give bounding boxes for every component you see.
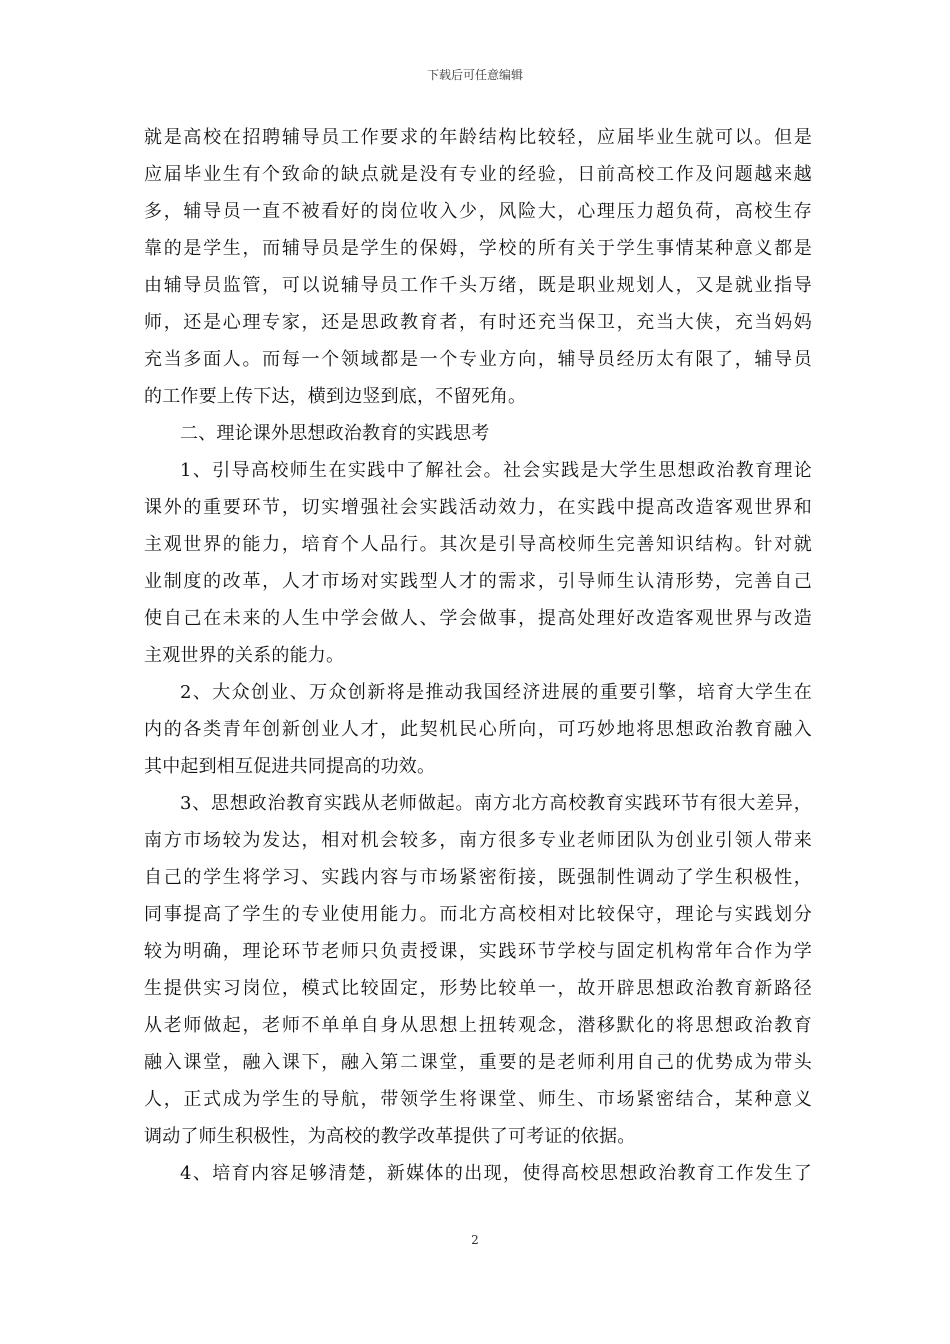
text-line: 其中起到相互促进共同提高的功效。	[144, 756, 436, 777]
section-heading	[144, 420, 812, 457]
text-line: 自己的学生将学习、实践内容与市场紧密衔接，既强制性调动了学生积极性，	[144, 867, 812, 888]
text-line: 生提供实习岗位，模式比较固定，形势比较单一，故开辟思想政治教育新路径	[144, 978, 812, 999]
page-number: 2	[471, 1233, 479, 1247]
text-line: 由辅导员监管，可以说辅导员工作千头万绪，既是职业规划人，又是就业指导	[144, 275, 812, 296]
text-line: 同事提高了学生的专业使用能力。而北方高校相对比较保守，理论与实践划分	[144, 904, 812, 925]
text-line: 师，还是心理专家，还是思政教育者，有时还充当保卫，充当大侠，充当妈妈	[144, 312, 812, 333]
text-line: 内的各类青年创新创业人才，此契机民心所向，可巧妙地将思想政治教育融入	[144, 719, 812, 740]
paragraph	[144, 679, 812, 790]
text-line: 较为明确，理论环节老师只负责授课，实践环节学校与固定机构常年合作为学	[144, 941, 812, 962]
text-line: 1、引导高校师生在实践中了解社会。社会实践是大学生思想政治教育理论	[180, 460, 812, 481]
text-line: 从老师做起，老师不单单自身从思想上扭转观念，潜移默化的将思想政治教育	[144, 1015, 812, 1036]
text-line: 主观世界的能力，培育个人品行。其次是引导高校师生完善知识结构。针对就	[144, 534, 812, 555]
page-header: 下载后可任意编辑	[426, 68, 523, 82]
text-line: 2、大众创业、万众创新将是推动我国经济进展的重要引擎，培育大学生在	[180, 682, 812, 703]
text-line: 课外的重要环节，切实增强社会实践活动效力，在实践中提高改造客观世界和	[144, 497, 812, 518]
paragraph	[144, 457, 812, 679]
text-line: 调动了师生积极性，为高校的教学改革提供了可考证的依据。	[144, 1126, 636, 1147]
text-line: 使自己在未来的人生中学会做人、学会做事，提高处理好改造客观世界与改造	[144, 608, 812, 629]
text-line: 就是高校在招聘辅导员工作要求的年龄结构比较轻，应届毕业生就可以。但是	[144, 127, 812, 148]
text-line: 业制度的改革，人才市场对实践型人才的需求，引导师生认清形势，完善自己	[144, 571, 812, 592]
text-line: 人，正式成为学生的导航，带领学生将课堂、师生、市场紧密结合，某种意义	[144, 1089, 812, 1110]
text-line: 二、理论课外思想政治教育的实践思考	[180, 423, 490, 444]
text-line: 3、思想政治教育实践从老师做起。南方北方高校教育实践环节有很大差异，	[180, 793, 812, 814]
text-line: 融入课堂，融入课下，融入第二课堂，重要的是老师利用自己的优势成为带头	[144, 1052, 812, 1073]
text-line: 4、培育内容足够清楚，新媒体的出现，使得高校思想政治教育工作发生了	[180, 1163, 812, 1184]
paragraph	[144, 124, 812, 420]
document-body	[144, 124, 812, 1197]
paragraph	[144, 790, 812, 1160]
text-line: 充当多面人。而每一个领域都是一个专业方向，辅导员经历太有限了，辅导员	[144, 349, 812, 370]
text-line: 多，辅导员一直不被看好的岗位收入少，风险大，心理压力超负荷，高校生存	[144, 201, 812, 222]
text-line: 主观世界的关系的能力。	[144, 645, 345, 666]
text-line: 的工作要上传下达，横到边竖到底，不留死角。	[144, 386, 527, 407]
text-line: 靠的是学生，而辅导员是学生的保姆，学校的所有关于学生事情某种意义都是	[144, 238, 812, 259]
paragraph	[144, 1160, 812, 1197]
text-line: 南方市场较为发达，相对机会较多，南方很多专业老师团队为创业引领人带来	[144, 830, 812, 851]
text-line: 应届毕业生有个致命的缺点就是没有专业的经验，日前高校工作及问题越来越	[144, 164, 812, 185]
